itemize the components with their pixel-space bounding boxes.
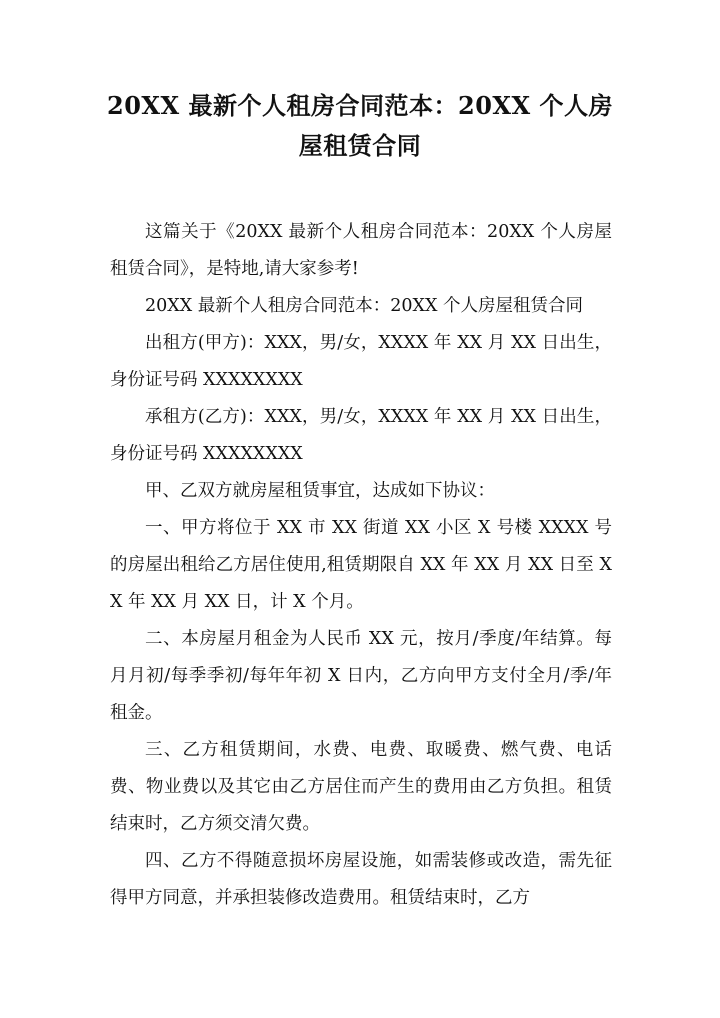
paragraph-lessee: 承租方(乙方)：XXX，男/女，XXXX 年 XX 月 XX 日出生，身份证号码 XXXXXXXX	[110, 407, 612, 464]
paragraph-clause-4: 四、乙方不得随意损坏房屋设施，如需装修或改造，需先征得甲方同意，并承担装修改造费用。租赁结束时，乙方	[110, 851, 612, 908]
paragraph-clause-2: 二、本房屋月租金为人民币 XX 元，按月/季度/年结算。每月月初/每季季初/每年年初 X 日内，乙方向甲方支付全月/季/年租金。	[110, 629, 612, 723]
document-body	[110, 214, 612, 917]
paragraph-intro: 这篇关于《20XX 最新个人租房合同范本：20XX 个人房屋租赁合同》，是特地,请大家参考!	[110, 222, 612, 279]
paragraph-agreement: 甲、乙双方就房屋租赁事宜，达成如下协议：	[145, 481, 495, 501]
paragraph-clause-1: 一、甲方将位于 XX 市 XX 街道 XX 小区 X 号楼 XXXX 号的房屋出租给乙方居住使用,租赁期限自 XX 年 XX 月 XX 日至 XX 年 XX 月 XX 日，计 X 个月。	[110, 518, 612, 612]
document-title: 20XX 最新个人租房合同范本：20XX 个人房屋租赁合同	[107, 91, 613, 160]
paragraph-clause-3: 三、乙方租赁期间，水费、电费、取暖费、燃气费、电话费、物业费以及其它由乙方居住而产生的费用由乙方负担。租赁结束时，乙方须交清欠费。	[110, 740, 612, 834]
paragraph-lessor: 出租方(甲方)：XXX，男/女，XXXX 年 XX 月 XX 日出生，身份证号码 XXXXXXXX	[110, 333, 612, 390]
paragraph-heading: 20XX 最新个人租房合同范本：20XX 个人房屋租赁合同	[145, 296, 583, 316]
